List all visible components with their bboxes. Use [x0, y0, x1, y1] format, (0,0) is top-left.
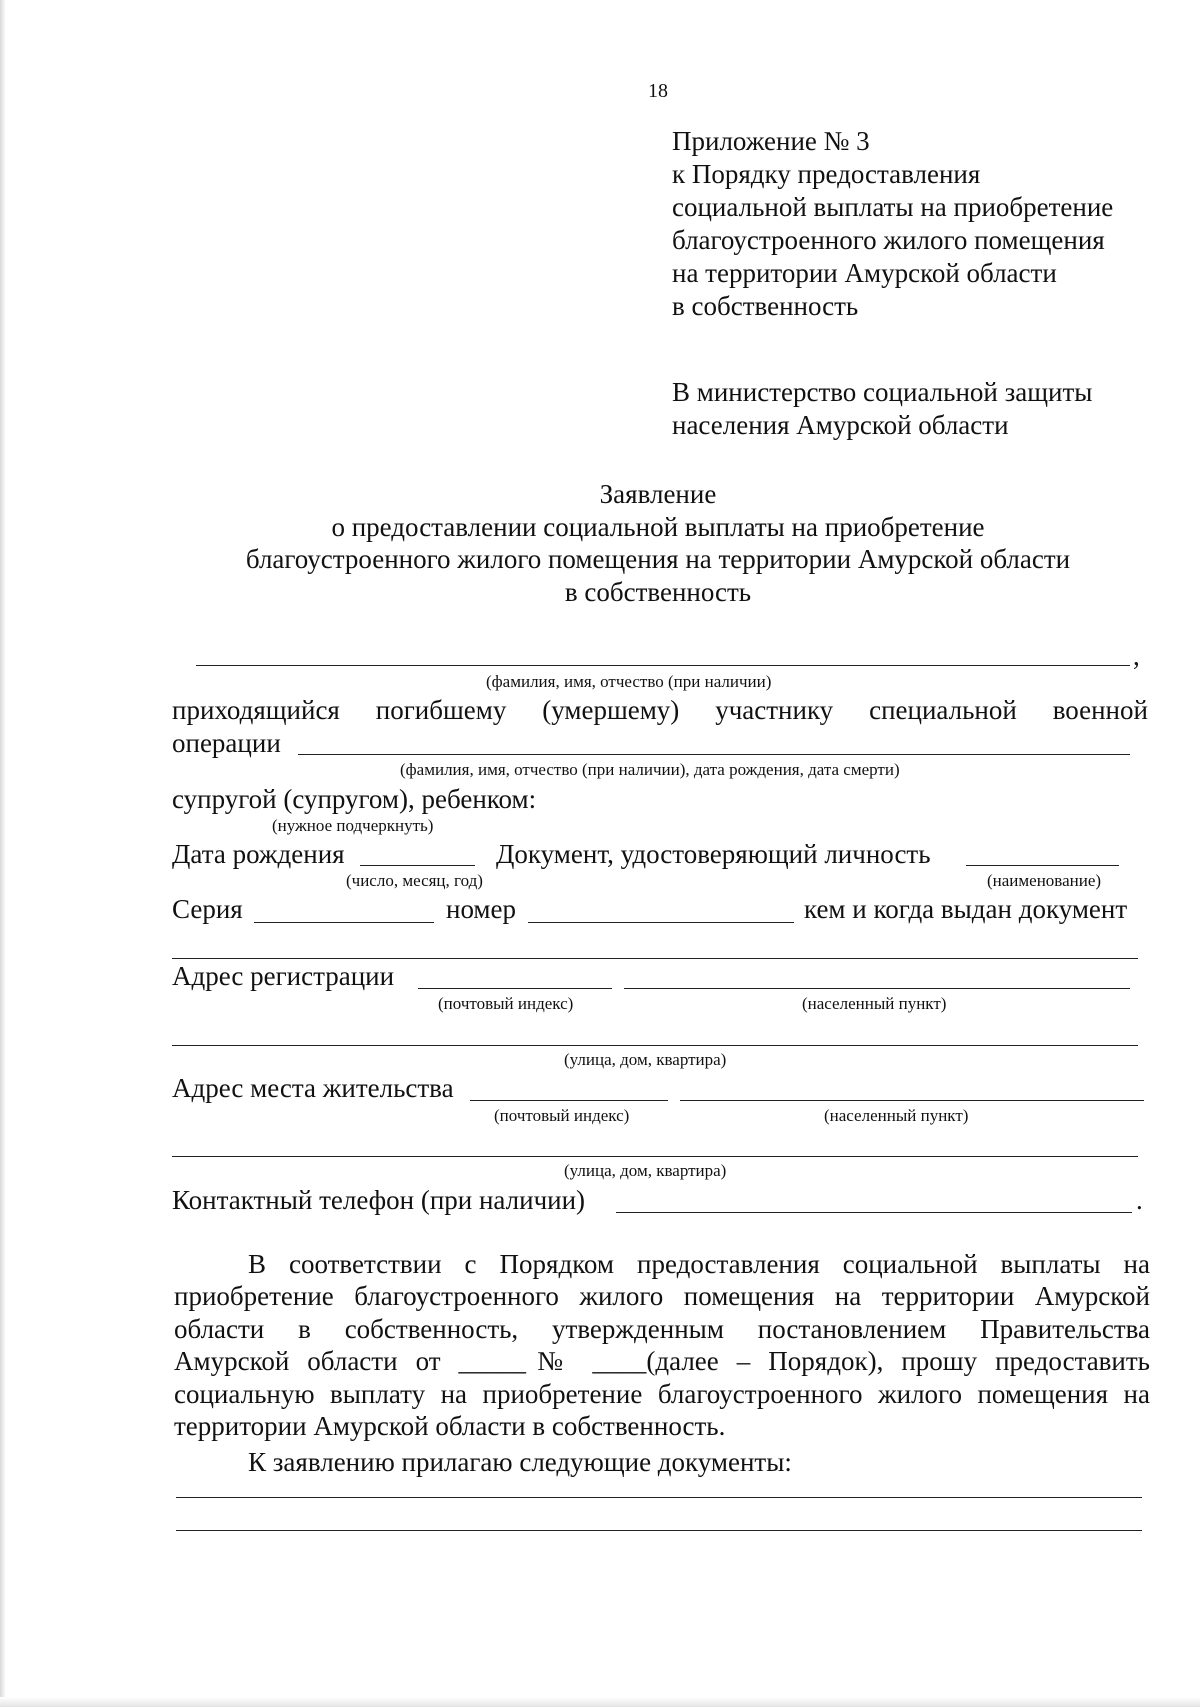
relation-word: приходящийся [172, 695, 340, 725]
appendix-line: благоустроенного жилого помещения [672, 225, 1105, 255]
relation-line [172, 694, 1148, 726]
series-label: Серия [172, 894, 243, 924]
reg-street-field[interactable] [172, 1045, 1138, 1046]
title-line: Заявление [599, 479, 717, 509]
title-line: в собственность [564, 577, 752, 607]
reg-locality-field[interactable] [624, 988, 1130, 989]
appendix-line: Приложение № 3 [672, 126, 870, 156]
paragraph-line: Амурской области от _____№ ____(далее – Порядок), прошу предоставить [174, 1346, 1150, 1377]
caption-street: (улица, дом, квартира) [564, 1161, 727, 1180]
res-postcode-field[interactable] [470, 1100, 668, 1101]
caption-postcode: (почтовый индекс) [438, 994, 574, 1013]
caption-street: (улица, дом, квартира) [564, 1050, 727, 1069]
reg-address-label: Адрес регистрации [172, 961, 395, 991]
birth-date-field[interactable] [360, 865, 475, 866]
res-street-field[interactable] [172, 1156, 1138, 1157]
scan-edge-bottom [0, 1697, 1200, 1707]
caption-doc-name: (наименование) [987, 871, 1102, 890]
spouse-child-label: супругой (супругом), ребенком: [172, 784, 537, 814]
operation-label: операции [172, 728, 281, 758]
number-field[interactable] [528, 922, 794, 923]
relation-word: военной [1052, 695, 1148, 725]
relation-word: участнику [715, 695, 834, 725]
appendix-line: на территории Амурской области [672, 258, 1057, 288]
attachments-field-2[interactable] [176, 1530, 1142, 1531]
addressee-line: населения Амурской области [672, 410, 1009, 440]
series-field[interactable] [254, 922, 434, 923]
phone-end: . [1136, 1185, 1143, 1215]
caption-fio: (фамилия, имя, отчество (при наличии) [486, 672, 772, 691]
caption-date: (число, месяц, год) [346, 871, 483, 890]
attachments-field-1[interactable] [176, 1497, 1142, 1498]
issued-by-field[interactable] [172, 958, 1138, 959]
caption-postcode: (почтовый индекс) [494, 1106, 630, 1125]
caption-fio-dates: (фамилия, имя, отчество (при наличии), дата рождения, дата смерти) [400, 760, 900, 779]
body-paragraph [174, 1248, 1150, 1442]
paragraph-line: территории Амурской области в собственность. [174, 1411, 726, 1442]
appendix-line: к Порядку предоставления [672, 159, 981, 189]
reg-postcode-field[interactable] [418, 988, 612, 989]
addressee-line: В министерство социальной защиты [672, 377, 1093, 407]
attachments-label: К заявлению прилагаю следующие документы: [248, 1447, 792, 1477]
paragraph-line: социальную выплату на приобретение благоустроенного жилого помещения на [174, 1378, 1150, 1409]
paragraph-line: приобретение благоустроенного жилого помещения на территории Амурской [174, 1281, 1150, 1312]
id-document-label: Документ, удостоверяющий личность [496, 839, 931, 869]
birth-date-label: Дата рождения [172, 839, 345, 869]
scan-edge-left [0, 0, 6, 1707]
trailing-comma: , [1133, 641, 1140, 671]
title-line: благоустроенного жилого помещения на территории Амурской области [245, 544, 1071, 574]
appendix-line: в собственность [672, 291, 859, 321]
res-locality-field[interactable] [680, 1100, 1144, 1101]
paragraph-line: области в собственность, утвержденным постановлением Правительства [174, 1313, 1150, 1344]
paragraph-line: В соответствии с Порядком предоставления социальной выплаты на [248, 1249, 1150, 1279]
phone-field[interactable] [616, 1212, 1132, 1213]
issued-by-label: кем и когда выдан документ [804, 894, 1128, 924]
page-number: 18 [648, 80, 668, 102]
phone-label: Контактный телефон (при наличии) [172, 1185, 586, 1215]
deceased-info-field[interactable] [298, 754, 1130, 755]
fio-field[interactable] [196, 665, 1130, 666]
title-line: о предоставлении социальной выплаты на приобретение [331, 512, 985, 542]
number-label: номер [446, 894, 517, 924]
relation-word: погибшему [375, 695, 507, 725]
id-document-field[interactable] [966, 865, 1119, 866]
caption-locality: (населенный пункт) [824, 1106, 969, 1125]
caption-underline: (нужное подчеркнуть) [272, 816, 434, 835]
caption-locality: (населенный пункт) [802, 994, 947, 1013]
appendix-line: социальной выплаты на приобретение [672, 192, 1114, 222]
relation-word: (умершему) [542, 695, 680, 725]
res-address-label: Адрес места жительства [172, 1073, 454, 1103]
relation-word: специальной [869, 695, 1017, 725]
